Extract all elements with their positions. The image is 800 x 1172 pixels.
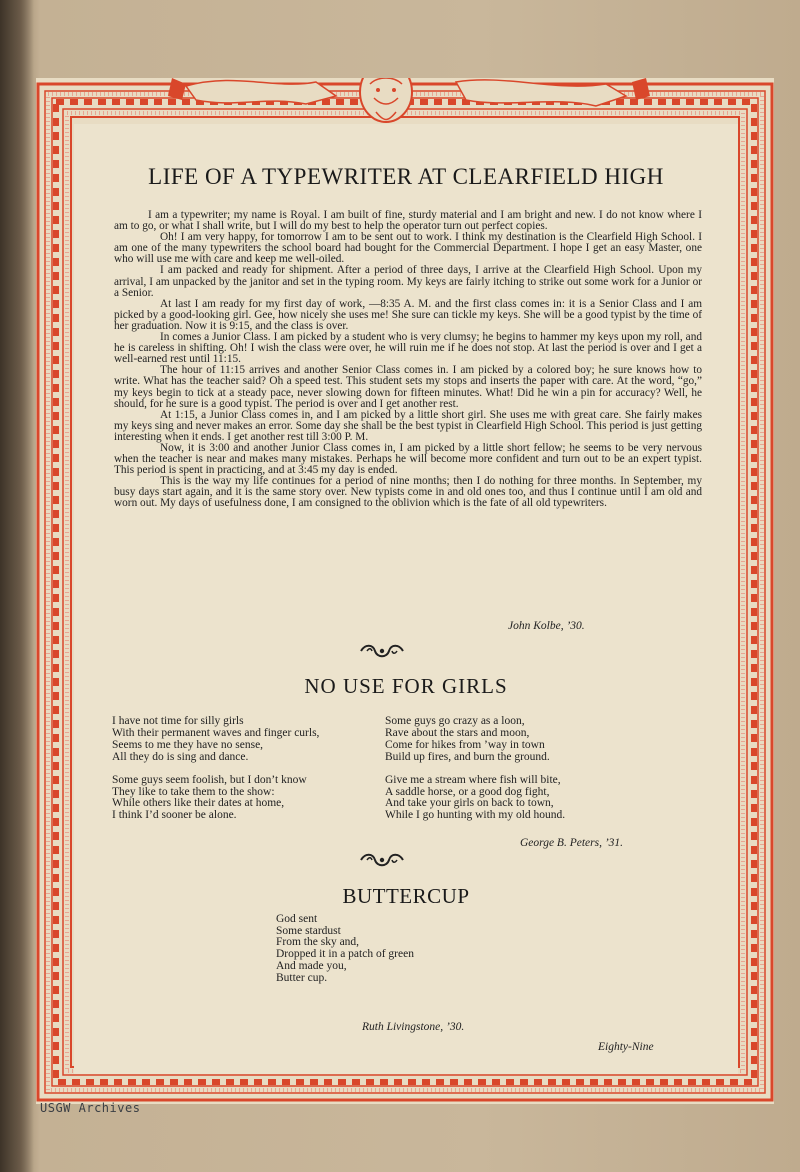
article-paragraph: At last I am ready for my first day of work, —8:35 A. M. and the first class comes in: it is a Senior Class and I am picked by a good-looking girl. Gee, how nicely she uses me! She sure can tickle my keys. She will be a good typist by the time of her graduation. Now it is 9:15, and the class is over.: [114, 297, 702, 332]
poem-line: From the sky and,: [276, 936, 360, 949]
poem-line: Some stardust: [276, 924, 341, 937]
poem-stanza: [112, 775, 382, 823]
poem-line: I have not time for silly girls: [112, 715, 244, 727]
poem-left-column: [112, 716, 382, 833]
article-paragraph: I am packed and ready for shipment. After a period of three days, I arrive at the Clearfield High School. Upon my arrival, I am unpacked by the janitor and set in the typing room. My keys are fairly itching to strike out some work for a Junior or a Senior.: [114, 264, 702, 299]
poem-line: Seems to me they have no sense,: [112, 738, 264, 751]
poem-stanza: [385, 775, 685, 823]
poem-line: Dropped it in a patch of green: [276, 948, 414, 961]
article-title: LIFE OF A TYPEWRITER AT CLEARFIELD HIGH: [148, 164, 664, 189]
poem-line: Give me a stream where fish will bite,: [385, 773, 561, 786]
poem-author: Ruth Livingstone, ’30.: [362, 1021, 465, 1033]
poem-title: NO USE FOR GIRLS: [304, 674, 508, 698]
page-content: [74, 124, 738, 1074]
article-author: John Kolbe, ’30.: [508, 620, 585, 632]
article-paragraph: At 1:15, a Junior Class comes in, and I am picked by a little short girl. She uses me with great care. She fairly makes my keys sing and never makes an error. Some day she shall be the best typist in Clearfield High School. This period is just getting interesting when it ends. I get another rest till 3:00 P. M.: [114, 408, 702, 443]
article-paragraph: In comes a Junior Class. I am picked by a student who is very clumsy; he begins to hammer my keys upon my roll, and he is careless in shifting. Oh! I wish the class were over, he will ruin me if he does not stop. At last the period is over and I get a well-earned rest until 11:15.: [114, 331, 702, 366]
poem-line: Build up fires, and burn the ground.: [385, 750, 550, 763]
poem-line: And made you,: [276, 959, 347, 972]
poem-line: Come for hikes from ’way in town: [385, 738, 545, 751]
article-body: [114, 210, 702, 510]
flourish-divider-icon: [357, 642, 407, 660]
poem-line: A saddle horse, or a good dog fight,: [385, 785, 550, 798]
poem-line: While I go hunting with my old hound.: [385, 809, 566, 822]
flourish-divider-icon: [357, 851, 407, 869]
article-paragraph: This is the way my life continues for a period of nine months; then I do nothing for three months. In September, my busy days start again, and it is the same story over. New typists come in and old ones too, and thus I continue until I am old and worn out. My days of usefulness done, I am consigned to the oblivion which is the fate of all old typewriters.: [114, 475, 702, 510]
poem-line: All they do is sing and dance.: [112, 750, 249, 763]
poem-line: Some guys go crazy as a loon,: [385, 715, 525, 727]
poem-line: I think I’d sooner be alone.: [112, 809, 237, 822]
poem-line: With their permanent waves and finger curls,: [112, 726, 320, 739]
buttercup-poem: [276, 914, 526, 984]
poem-author: George B. Peters, ’31.: [520, 837, 624, 849]
poem-line: Butter cup.: [276, 971, 328, 984]
poem-line: Some guys seem foolish, but I don’t know: [112, 773, 307, 786]
poem-line: They like to take them to the show:: [112, 785, 275, 798]
poem-stanza: [112, 716, 382, 764]
article-paragraph: I am a typewriter; my name is Royal. I am built of fine, sturdy material and I am bright and new. I do not know where I am to go, or what I shall write, but I will do my best to help the operator turn out perfect copies.: [114, 209, 702, 233]
book-binding-shadow: [0, 0, 34, 1172]
poem-stanza: [385, 716, 685, 764]
poem-line: Rave about the stars and moon,: [385, 726, 530, 739]
article-paragraph: The hour of 11:15 arrives and another Senior Class comes in. I am picked by a colored boy; he sure knows how to write. What has the teacher said? Oh a speed test. This student sets my stops and inserts the paper with care. At the word, “go,” my keys begin to tick at a steady pace, never slowing down for fifteen minutes. What! Did he win a pin for accuracy? Well, he should, for he sure is a good typist. The period is over and I get another rest.: [114, 364, 702, 410]
archive-watermark: USGW Archives: [40, 1101, 141, 1115]
poem-line: While others like their dates at home,: [112, 797, 285, 810]
article-paragraph: Oh! I am very happy, for tomorrow I am to be sent out to work. I think my destination is the Clearfield High School. I am one of the many typewriters the school board had bought for the Commercial Department. I hope I get an easy Master, one who will use me with care and keep me well-oiled.: [114, 231, 702, 266]
poem-title: BUTTERCUP: [342, 884, 470, 908]
page-number: Eighty-Nine: [598, 1041, 654, 1053]
poem-line: And take your girls on back to town,: [385, 797, 554, 810]
poem-right-column: [385, 716, 685, 833]
article-paragraph: Now, it is 3:00 and another Junior Class comes in, I am picked by a little short fellow; he seems to be very nervous when the teacher is near and makes many mistakes. Perhaps he will become more confident and turn out to be an expert typist. This period is spent in practicing, and at 3:45 my day is ended.: [114, 441, 702, 477]
poem-line: God sent: [276, 913, 318, 925]
